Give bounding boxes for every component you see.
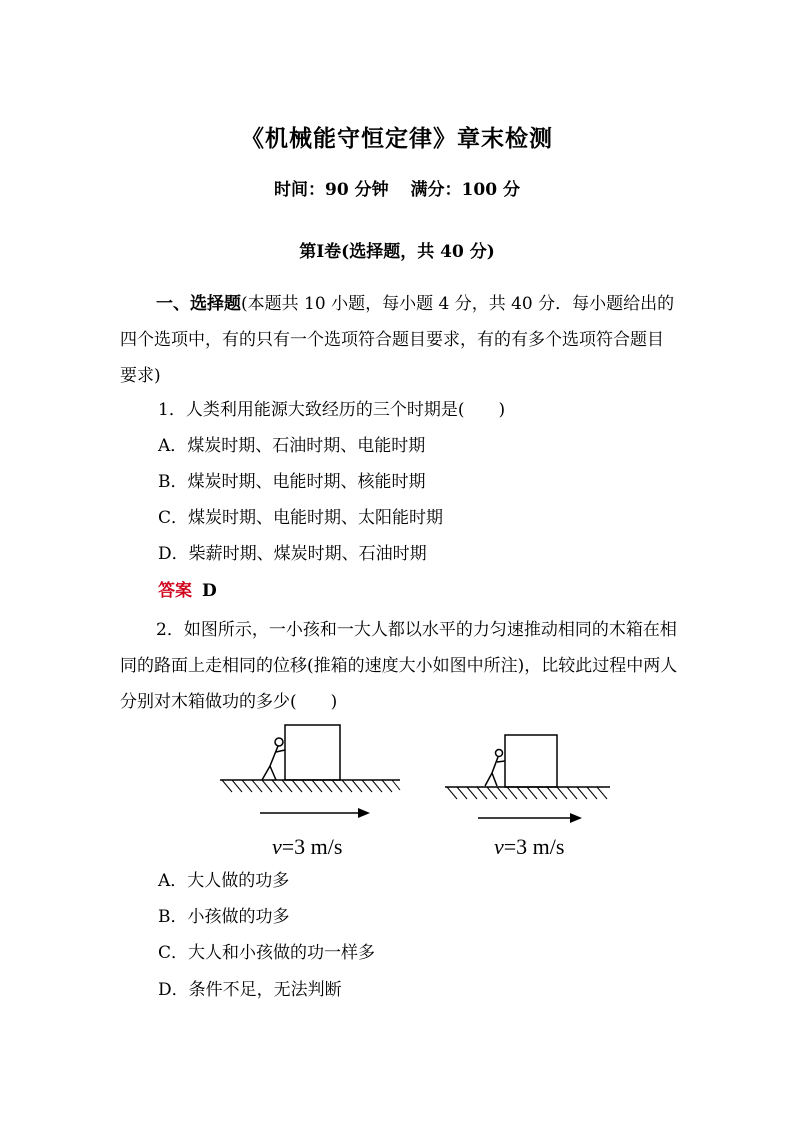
question-1-option-c: C．煤炭时期、电能时期、太阳能时期 [158, 508, 444, 528]
volume-heading: 第Ⅰ卷(选择题，共 40 分) [299, 242, 495, 262]
velocity-label-left: v=3 m/s [272, 834, 343, 859]
section-instructions [120, 286, 680, 394]
scene-adult [220, 725, 400, 818]
question-2-option-c: C．大人和小孩做的功一样多 [158, 943, 376, 963]
arrow-left-head [358, 808, 370, 818]
question-1-stem: 1．人类利用能源大致经历的三个时期是( ) [158, 400, 506, 420]
ground-hatch-left [222, 780, 400, 792]
arrow-right-head [570, 813, 582, 823]
child-figure-icon [485, 750, 505, 787]
question-2-option-b: B．小孩做的功多 [158, 907, 290, 927]
ground-hatch-right [447, 787, 607, 799]
exam-meta [0, 175, 794, 200]
question-1-answer [158, 579, 217, 603]
answer-value: D [202, 581, 217, 601]
velocity-label-right: v=3 m/s [494, 834, 565, 859]
answer-label: 答案 [158, 581, 192, 601]
adult-figure-icon [262, 738, 285, 780]
question-1-option-d: D．柴薪时期、煤炭时期、石油时期 [158, 544, 427, 564]
question-1-option-a: A．煤炭时期、石油时期、电能时期 [158, 436, 426, 456]
section-heading: 一、选择题 [156, 294, 241, 314]
exam-score: 满分：100 分 [410, 180, 520, 200]
document-title: 《机械能守恒定律》章末检测 [241, 125, 553, 152]
exam-time: 时间：90 分钟 [274, 180, 389, 200]
question-1-option-b: B．煤炭时期、电能时期、核能时期 [158, 472, 426, 492]
question-2-stem: 2．如图所示，一小孩和一大人都以水平的力匀速推动相同的木箱在相同的路面上走相同的位移(推箱的速度大小如图中所注)，比较此过程中两人分别对木箱做功的多少( ) [120, 620, 678, 712]
box-small [505, 735, 557, 787]
section-instructions-text: (本题共 10 小题，每小题 4 分，共 40 分．每小题给出的四个选项中，有的只有一个选项符合题目要求，有的有多个选项符合题目要求) [120, 294, 675, 386]
box-large [285, 725, 340, 780]
question-2-option-d: D．条件不足，无法判断 [158, 980, 342, 1000]
scene-child [445, 735, 610, 823]
question-2-option-a: A．大人做的功多 [158, 871, 290, 891]
